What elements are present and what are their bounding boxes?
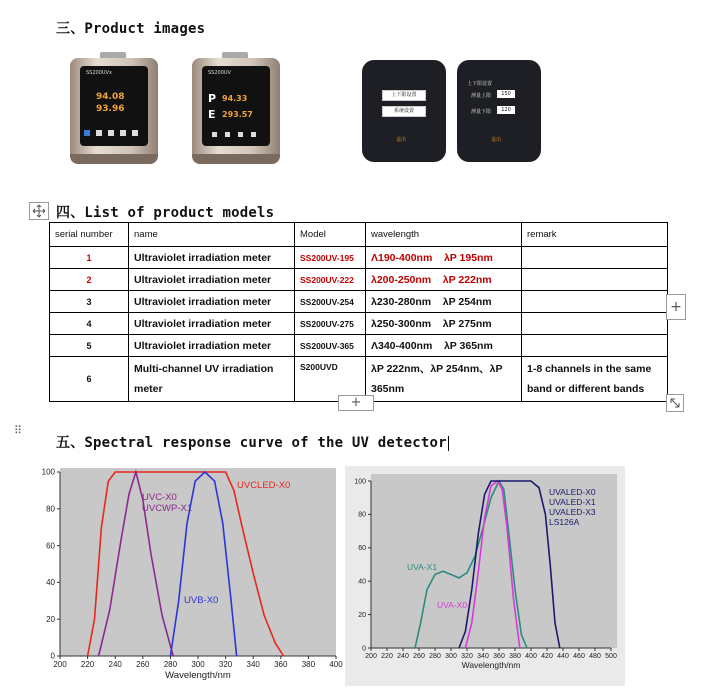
device-image-2 — [192, 52, 280, 164]
table-row — [50, 247, 668, 269]
table-row — [50, 291, 668, 313]
row-model: SS200UV-254 — [295, 291, 366, 313]
device-2-value-1: 94.33 — [222, 94, 248, 103]
row-wavelength: λ250-300nm λP 275nm — [366, 313, 522, 335]
series-label: LS126A — [549, 517, 580, 527]
row-model: S200UVD — [295, 357, 366, 402]
series-label: UVA-X0 — [437, 600, 468, 610]
screen-2-title: 上下限设置 — [467, 81, 493, 87]
row-name: Multi-channel UV irradiation meter — [129, 357, 295, 402]
x-tick-label: 300 — [191, 660, 205, 669]
images-heading: 三、Product images — [56, 21, 206, 37]
header-model: Model — [295, 223, 366, 247]
x-tick-label: 360 — [274, 660, 288, 669]
series-label: UVA-X1 — [407, 562, 438, 572]
device-2-letter-p: P — [208, 92, 217, 105]
device-2-buttons — [212, 132, 262, 137]
row-name: Ultraviolet irradiation meter — [129, 313, 295, 335]
chart-uva — [345, 466, 625, 686]
device-1-model: SS200UVx — [86, 70, 112, 76]
table-header-row — [50, 223, 668, 247]
chart-1-plot-area — [60, 468, 336, 656]
row-name: Ultraviolet irradiation meter — [129, 269, 295, 291]
chart-uvc-uvb — [22, 462, 343, 690]
header-serial-number: serial number — [50, 223, 129, 247]
table-row — [50, 269, 668, 291]
y-tick-label: 100 — [41, 467, 55, 477]
product-models-table — [49, 222, 668, 402]
text-cursor — [448, 436, 449, 451]
row-serial-number: 5 — [50, 335, 129, 357]
device-2-value-2: 293.57 — [222, 110, 253, 119]
x-axis-label: Wavelength/nm — [461, 660, 521, 670]
y-tick-label: 20 — [46, 614, 55, 624]
screen-image-2 — [457, 60, 541, 162]
x-tick-label: 460 — [573, 653, 585, 660]
x-tick-label: 320 — [461, 653, 473, 660]
row-wavelength: λP 222nm、λP 254nm、λP 365nm — [366, 357, 522, 402]
row-serial-number: 3 — [50, 291, 129, 313]
x-tick-label: 340 — [477, 653, 489, 660]
x-tick-label: 260 — [136, 660, 150, 669]
row-wavelength: λ200-250nm λP 222nm — [366, 269, 522, 291]
series-label: UVCWP-X1 — [142, 503, 193, 514]
resize-icon — [668, 396, 682, 410]
x-tick-label: 340 — [246, 660, 260, 669]
curve-heading — [56, 432, 449, 452]
screen-image-1 — [362, 60, 446, 162]
x-tick-label: 420 — [541, 653, 553, 660]
table-resize-handle[interactable] — [666, 394, 684, 412]
row-name: Ultraviolet irradiation meter — [129, 335, 295, 357]
device-1-value-1: 94.08 — [96, 92, 125, 102]
header-name: name — [129, 223, 295, 247]
move-icon — [32, 204, 46, 218]
y-tick-label: 60 — [358, 545, 366, 553]
x-tick-label: 400 — [329, 660, 343, 669]
x-tick-label: 320 — [218, 660, 233, 669]
device-2-model: SS200UV — [208, 70, 231, 76]
x-tick-label: 360 — [493, 653, 505, 660]
screen-2-exit: 退出 — [491, 137, 502, 143]
row-serial-number: 4 — [50, 313, 129, 335]
device-1-value-2: 93.96 — [96, 104, 125, 114]
x-tick-label: 280 — [429, 653, 441, 660]
row-wavelength: λ230-280nm λP 254nm — [366, 291, 522, 313]
screen-2-upper-value: 150 — [497, 90, 515, 98]
row-name: Ultraviolet irradiation meter — [129, 247, 295, 269]
y-tick-label: 40 — [46, 578, 55, 588]
row-remark — [522, 247, 668, 269]
table-row — [50, 335, 668, 357]
row-model: SS200UV-365 — [295, 335, 366, 357]
series-label: UVCLED-X0 — [237, 480, 291, 491]
row-remark — [522, 313, 668, 335]
row-remark — [522, 269, 668, 291]
x-tick-label: 440 — [557, 653, 569, 660]
x-tick-label: 260 — [413, 653, 425, 660]
row-serial-number: 2 — [50, 269, 129, 291]
screen-1-exit: 退出 — [396, 137, 407, 143]
header-wavelength: wavelength — [366, 223, 522, 247]
screen-1-button-limits: 上下限设置 — [382, 90, 426, 101]
device-1-buttons — [84, 130, 144, 136]
plus-icon: + — [350, 395, 362, 410]
x-tick-label: 380 — [509, 653, 521, 660]
add-row-button[interactable] — [338, 395, 374, 411]
screen-2-lower-value: 120 — [497, 106, 515, 114]
series-label: UVALED-X0 — [549, 487, 596, 497]
plus-icon: + — [670, 299, 682, 315]
series-label: UVALED-X1 — [549, 497, 596, 507]
screen-2-lower-label: 测量下限 — [471, 109, 492, 115]
y-tick-label: 100 — [354, 478, 366, 486]
x-tick-label: 500 — [605, 653, 617, 660]
row-model: SS200UV-275 — [295, 313, 366, 335]
x-tick-label: 380 — [301, 660, 316, 669]
screen-1-button-system: 系统设置 — [382, 106, 426, 117]
row-serial-number: 6 — [50, 357, 129, 402]
x-tick-label: 200 — [53, 660, 67, 669]
models-heading: 四、List of product models — [56, 205, 275, 221]
x-tick-label: 480 — [589, 653, 601, 660]
y-tick-label: 60 — [46, 541, 55, 551]
table-move-handle[interactable] — [29, 202, 49, 220]
y-tick-label: 0 — [50, 651, 55, 661]
x-tick-label: 280 — [163, 660, 178, 669]
row-remark — [522, 335, 668, 357]
x-tick-label: 220 — [381, 653, 393, 660]
x-tick-label: 300 — [445, 653, 457, 660]
device-2-letter-e: E — [208, 108, 216, 121]
device-image-1 — [70, 52, 158, 164]
x-tick-label: 240 — [108, 660, 122, 669]
y-tick-label: 20 — [358, 611, 366, 619]
x-axis-label: Wavelength/nm — [165, 670, 231, 681]
table-row — [50, 313, 668, 335]
x-tick-label: 200 — [365, 653, 377, 660]
row-wavelength: Λ340-400nm λP 365nm — [366, 335, 522, 357]
row-wavelength: Λ190-400nm λP 195nm — [366, 247, 522, 269]
add-column-button[interactable] — [666, 294, 686, 320]
y-tick-label: 80 — [46, 504, 55, 514]
series-label: UVALED-X3 — [549, 507, 596, 517]
curve-heading-text: 五、Spectral response curve of the UV detector — [56, 435, 447, 451]
row-name: Ultraviolet irradiation meter — [129, 291, 295, 313]
y-tick-label: 40 — [358, 578, 366, 586]
row-model: SS200UV-222 — [295, 269, 366, 291]
x-tick-label: 400 — [525, 653, 537, 660]
x-tick-label: 240 — [397, 653, 409, 660]
row-serial-number: 1 — [50, 247, 129, 269]
row-model: SS200UV-195 — [295, 247, 366, 269]
drag-handle-icon[interactable]: ⠿ — [14, 424, 23, 437]
y-tick-label: 0 — [362, 645, 366, 653]
x-tick-label: 220 — [80, 660, 95, 669]
y-tick-label: 80 — [358, 511, 366, 519]
row-remark — [522, 291, 668, 313]
series-label: UVC-X0 — [142, 492, 177, 503]
header-remark: remark — [522, 223, 668, 247]
screen-2-upper-label: 测量上限 — [471, 93, 492, 99]
series-label: UVB-X0 — [184, 595, 219, 606]
row-remark: 1-8 channels in the same band or different bands — [522, 357, 668, 402]
